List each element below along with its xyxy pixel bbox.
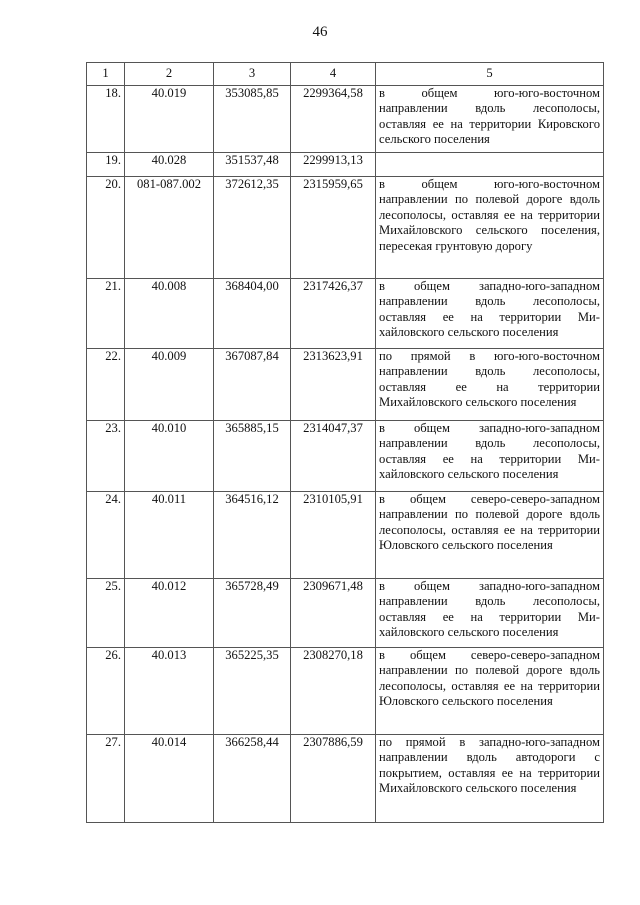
row-number: 27. [87, 735, 125, 823]
coord-x: 372612,35 [214, 177, 291, 279]
direction-description: в общем западно-юго-западном направлении вдоль лесополосы, оставляя ее на территории Михайловского сельского поселения [376, 421, 604, 492]
coord-y: 2314047,37 [291, 421, 376, 492]
coord-x: 353085,85 [214, 86, 291, 153]
coord-x: 365728,49 [214, 579, 291, 648]
row-number: 21. [87, 279, 125, 349]
row-number: 19. [87, 153, 125, 177]
direction-description: в общем юго-юго-восточном направлении по полевой дороге вдоль лесополосы, оставляя ее на территории Михайловского сельского поселения, пересекая грунтовую дорогу [376, 177, 604, 279]
coord-y: 2299364,58 [291, 86, 376, 153]
table-row [87, 153, 604, 177]
header-col-1: 1 [87, 63, 125, 86]
header-col-5: 5 [376, 63, 604, 86]
coord-y: 2315959,65 [291, 177, 376, 279]
point-id: 40.012 [125, 579, 214, 648]
row-number: 18. [87, 86, 125, 153]
point-id: 40.014 [125, 735, 214, 823]
direction-description: по прямой в юго-юго-восточном направлении вдоль лесополосы, оставляя ее на территории Михайловского сельского поселения [376, 349, 604, 421]
direction-description: по прямой в западно-юго-западном направлении вдоль автодороги с покрытием, оставляя ее на территории Михайловского сельского поселения [376, 735, 604, 823]
coord-y: 2309671,48 [291, 579, 376, 648]
row-number: 23. [87, 421, 125, 492]
row-number: 20. [87, 177, 125, 279]
row-number: 22. [87, 349, 125, 421]
direction-description: в общем северо-северо-западном направлении по полевой дороге вдоль лесополосы, оставляя ее на территории Юловского сельского поселения [376, 648, 604, 735]
point-id: 40.019 [125, 86, 214, 153]
direction-description: в общем западно-юго-западном направлении вдоль лесополосы, оставляя ее на территории Михайловского сельского поселения [376, 579, 604, 648]
header-row [87, 63, 604, 86]
point-id: 40.028 [125, 153, 214, 177]
direction-description: в общем юго-юго-восточном направлении вдоль лесополосы, оставляя ее на территории Кировского сельского поселения [376, 86, 604, 153]
header-col-4: 4 [291, 63, 376, 86]
table-row [87, 579, 604, 648]
table-row [87, 421, 604, 492]
row-number: 24. [87, 492, 125, 579]
coord-x: 364516,12 [214, 492, 291, 579]
header-col-2: 2 [125, 63, 214, 86]
coord-y: 2313623,91 [291, 349, 376, 421]
direction-description: в общем северо-северо-западном направлении по полевой дороге вдоль лесополосы, оставляя ее на территории Юловского сельского поселения [376, 492, 604, 579]
table-row [87, 279, 604, 349]
coord-y: 2307886,59 [291, 735, 376, 823]
coord-y: 2317426,37 [291, 279, 376, 349]
point-id: 40.010 [125, 421, 214, 492]
header-col-3: 3 [214, 63, 291, 86]
page-number: 46 [312, 24, 328, 40]
point-id: 40.008 [125, 279, 214, 349]
direction-description: в общем западно-юго-западном направлении вдоль лесополосы, оставляя ее на территории Михайловского сельского поселения [376, 279, 604, 349]
table-row [87, 735, 604, 823]
point-id: 40.011 [125, 492, 214, 579]
coord-x: 366258,44 [214, 735, 291, 823]
table-row [87, 648, 604, 735]
coord-y: 2299913,13 [291, 153, 376, 177]
table-row [87, 492, 604, 579]
table-row [87, 86, 604, 153]
point-id: 081-087.002 [125, 177, 214, 279]
direction-description [376, 153, 604, 177]
coord-x: 368404,00 [214, 279, 291, 349]
coord-x: 367087,84 [214, 349, 291, 421]
table-row [87, 177, 604, 279]
coord-x: 365885,15 [214, 421, 291, 492]
point-id: 40.013 [125, 648, 214, 735]
row-number: 26. [87, 648, 125, 735]
coord-y: 2310105,91 [291, 492, 376, 579]
coord-y: 2308270,18 [291, 648, 376, 735]
coord-x: 351537,48 [214, 153, 291, 177]
boundary-table [86, 62, 604, 823]
point-id: 40.009 [125, 349, 214, 421]
coord-x: 365225,35 [214, 648, 291, 735]
table-row [87, 349, 604, 421]
row-number: 25. [87, 579, 125, 648]
